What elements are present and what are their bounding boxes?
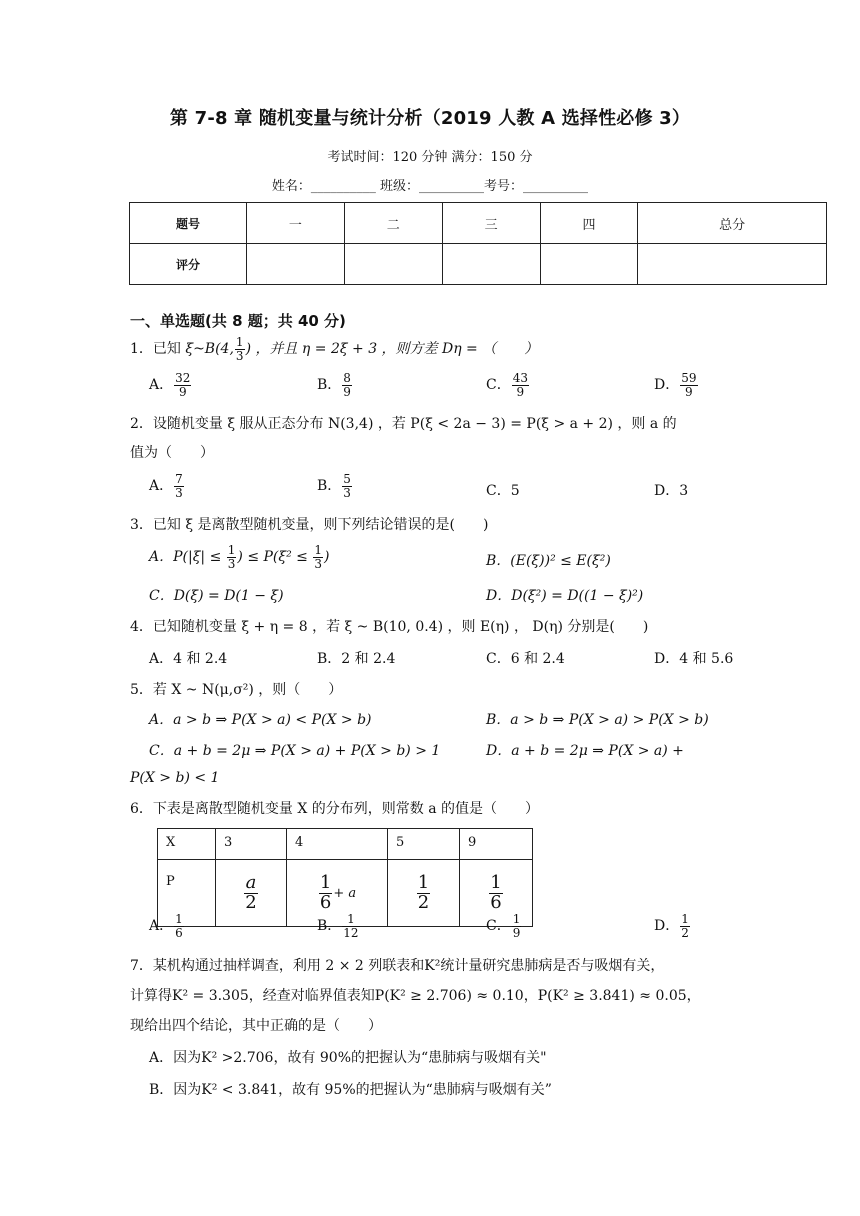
page-title: 第 7-8 章 随机变量与统计分析（2019 人教 A 选择性必修 3） — [169, 108, 691, 129]
question-4-option-c[interactable]: C．6 和 2.4 — [486, 651, 565, 667]
question-5-option-d[interactable]: D．a + b = 2μ ⇒ P(X > a) + — [486, 743, 684, 759]
question-2-stem-line2: 值为（ ） — [130, 445, 214, 461]
table-cell: P — [158, 860, 216, 927]
score-table-cell: 评分 — [130, 244, 247, 285]
question-7-option-b[interactable]: B．因为K² < 3.841，故有 95%的把握认为“患肺病与吸烟有关” — [149, 1082, 552, 1098]
question-7-stem-line3: 现给出四个结论，其中正确的是（ ） — [130, 1018, 382, 1034]
fraction: $\frac{1}{3}$ — [235, 335, 244, 363]
question-3-stem: 3．已知 ξ 是离散型随机变量，则下列结论错误的是( ) — [130, 517, 489, 533]
student-fields: 姓名：__________ 班级：__________考号：__________ — [271, 179, 589, 194]
question-4-option-a[interactable]: A．4 和 2.4 — [149, 651, 228, 667]
question-7-stem-line1: 7．某机构通过抽样调查，利用 2 × 2 列联表和K²统计量研究患肺病是否与吸烟有关， — [130, 958, 665, 974]
exam-info: 考试时间：120 分钟 满分：150 分 — [327, 150, 533, 165]
question-7-stem-line2: 计算得K² = 3.305，经查对临界值表知P(K² ≥ 2.706) ≈ 0.10，P(K² ≥ 3.841) ≈ 0.05， — [130, 988, 701, 1004]
question-5-stem: 5．若 X ~ N(μ,σ²) ，则（ ） — [130, 682, 343, 698]
question-6-option-c[interactable]: C． $\frac{1}{9}$ — [486, 912, 521, 940]
table-cell: $\frac{1}{6}$ — [460, 860, 533, 927]
score-table-cell: 题号 — [130, 203, 247, 244]
math-expr: ξ~B(4, — [185, 341, 234, 358]
score-table-cell: 三 — [442, 203, 540, 244]
question-3-option-a[interactable]: A．P(|ξ| ≤ $\frac{1}{3}$ ) ≤ P(ξ² ≤ $\frac{1}{3}$ ) — [149, 543, 330, 571]
question-4-stem: 4．已知随机变量 ξ + η = 8 ，若 ξ ~ B(10, 0.4) ，则 E(η) ， D(η) 分别是( ) — [130, 619, 649, 635]
question-1-option-d[interactable]: D． $\frac{59}{9}$ — [654, 371, 697, 399]
question-5-option-c[interactable]: C．a + b = 2μ ⇒ P(X > a) + P(X > b) > 1 — [149, 743, 441, 759]
score-table-cell: 四 — [540, 203, 638, 244]
question-3-option-b[interactable]: B．(E(ξ))² ≤ E(ξ²) — [486, 553, 611, 569]
score-input-cell[interactable] — [344, 244, 442, 285]
question-1-stem — [130, 336, 538, 362]
score-table-cell: 总分 — [638, 203, 827, 244]
table-cell: 5 — [388, 829, 460, 860]
question-1-option-a[interactable]: A． $\frac{32}{9}$ — [149, 371, 191, 399]
question-2-option-b[interactable]: B． $\frac{5}{3}$ — [317, 472, 351, 500]
question-6-stem: 6．下表是离散型随机变量 X 的分布列，则常数 a 的值是（ ） — [130, 801, 540, 817]
table-cell: 3 — [216, 829, 287, 860]
question-5-option-b[interactable]: B．a > b ⇒ P(X > a) > P(X > b) — [486, 712, 709, 728]
score-input-cell[interactable] — [442, 244, 540, 285]
table-cell: $\frac{1}{6}$ + a — [287, 860, 388, 927]
score-table-score-row — [130, 244, 827, 285]
question-6-option-b[interactable]: B． $\frac{1}{12}$ — [317, 912, 359, 940]
score-table-cell: 二 — [344, 203, 442, 244]
table-cell: 4 — [287, 829, 388, 860]
question-2-stem-line1: 2．设随机变量 ξ 服从正态分布 N(3,4) ，若 P(ξ < 2a − 3) = P(ξ > a + 2) ，则 a 的 — [130, 416, 677, 432]
math-expr: ) ，并且 η = 2ξ + 3 ，则方差 Dη = （ ） — [245, 341, 539, 358]
question-1-option-b[interactable]: B． $\frac{8}{9}$ — [317, 371, 351, 399]
section-heading: 一、单选题(共 8 题；共 40 分) — [130, 312, 346, 330]
question-1-option-c[interactable]: C． $\frac{43}{9}$ — [486, 371, 528, 399]
question-6-option-a[interactable]: A． $\frac{1}{6}$ — [149, 912, 183, 940]
question-3-option-d[interactable]: D．D(ξ²) = D((1 − ξ)²) — [486, 588, 644, 604]
table-cell: X — [158, 829, 216, 860]
score-input-cell[interactable] — [638, 244, 827, 285]
question-4-option-d[interactable]: D．4 和 5.6 — [654, 651, 734, 667]
question-7-option-a[interactable]: A．因为K² >2.706，故有 90%的把握认为“患肺病与吸烟有关" — [149, 1050, 547, 1066]
score-input-cell[interactable] — [540, 244, 638, 285]
question-text: 1．已知 — [130, 341, 186, 358]
question-4-option-b[interactable]: B．2 和 2.4 — [317, 651, 396, 667]
score-table-header-row — [130, 203, 827, 244]
question-5-option-a[interactable]: A．a > b ⇒ P(X > a) < P(X > b) — [149, 712, 372, 728]
score-input-cell[interactable] — [247, 244, 345, 285]
question-2-option-a[interactable]: A． $\frac{7}{3}$ — [149, 472, 183, 500]
question-3-option-c[interactable]: C．D(ξ) = D(1 − ξ) — [149, 588, 284, 604]
question-2-option-d[interactable]: D．3 — [654, 483, 689, 499]
question-5-option-d-cont: P(X > b) < 1 — [130, 770, 220, 786]
question-2-option-c[interactable]: C．5 — [486, 483, 520, 499]
table-cell: $\frac{a}{2}$ — [216, 860, 287, 927]
score-table-cell: 一 — [247, 203, 345, 244]
score-table — [129, 202, 827, 285]
table-cell: 9 — [460, 829, 533, 860]
distribution-table-row — [158, 829, 533, 860]
table-cell: $\frac{1}{2}$ — [388, 860, 460, 927]
question-6-option-d[interactable]: D． $\frac{1}{2}$ — [654, 912, 689, 940]
